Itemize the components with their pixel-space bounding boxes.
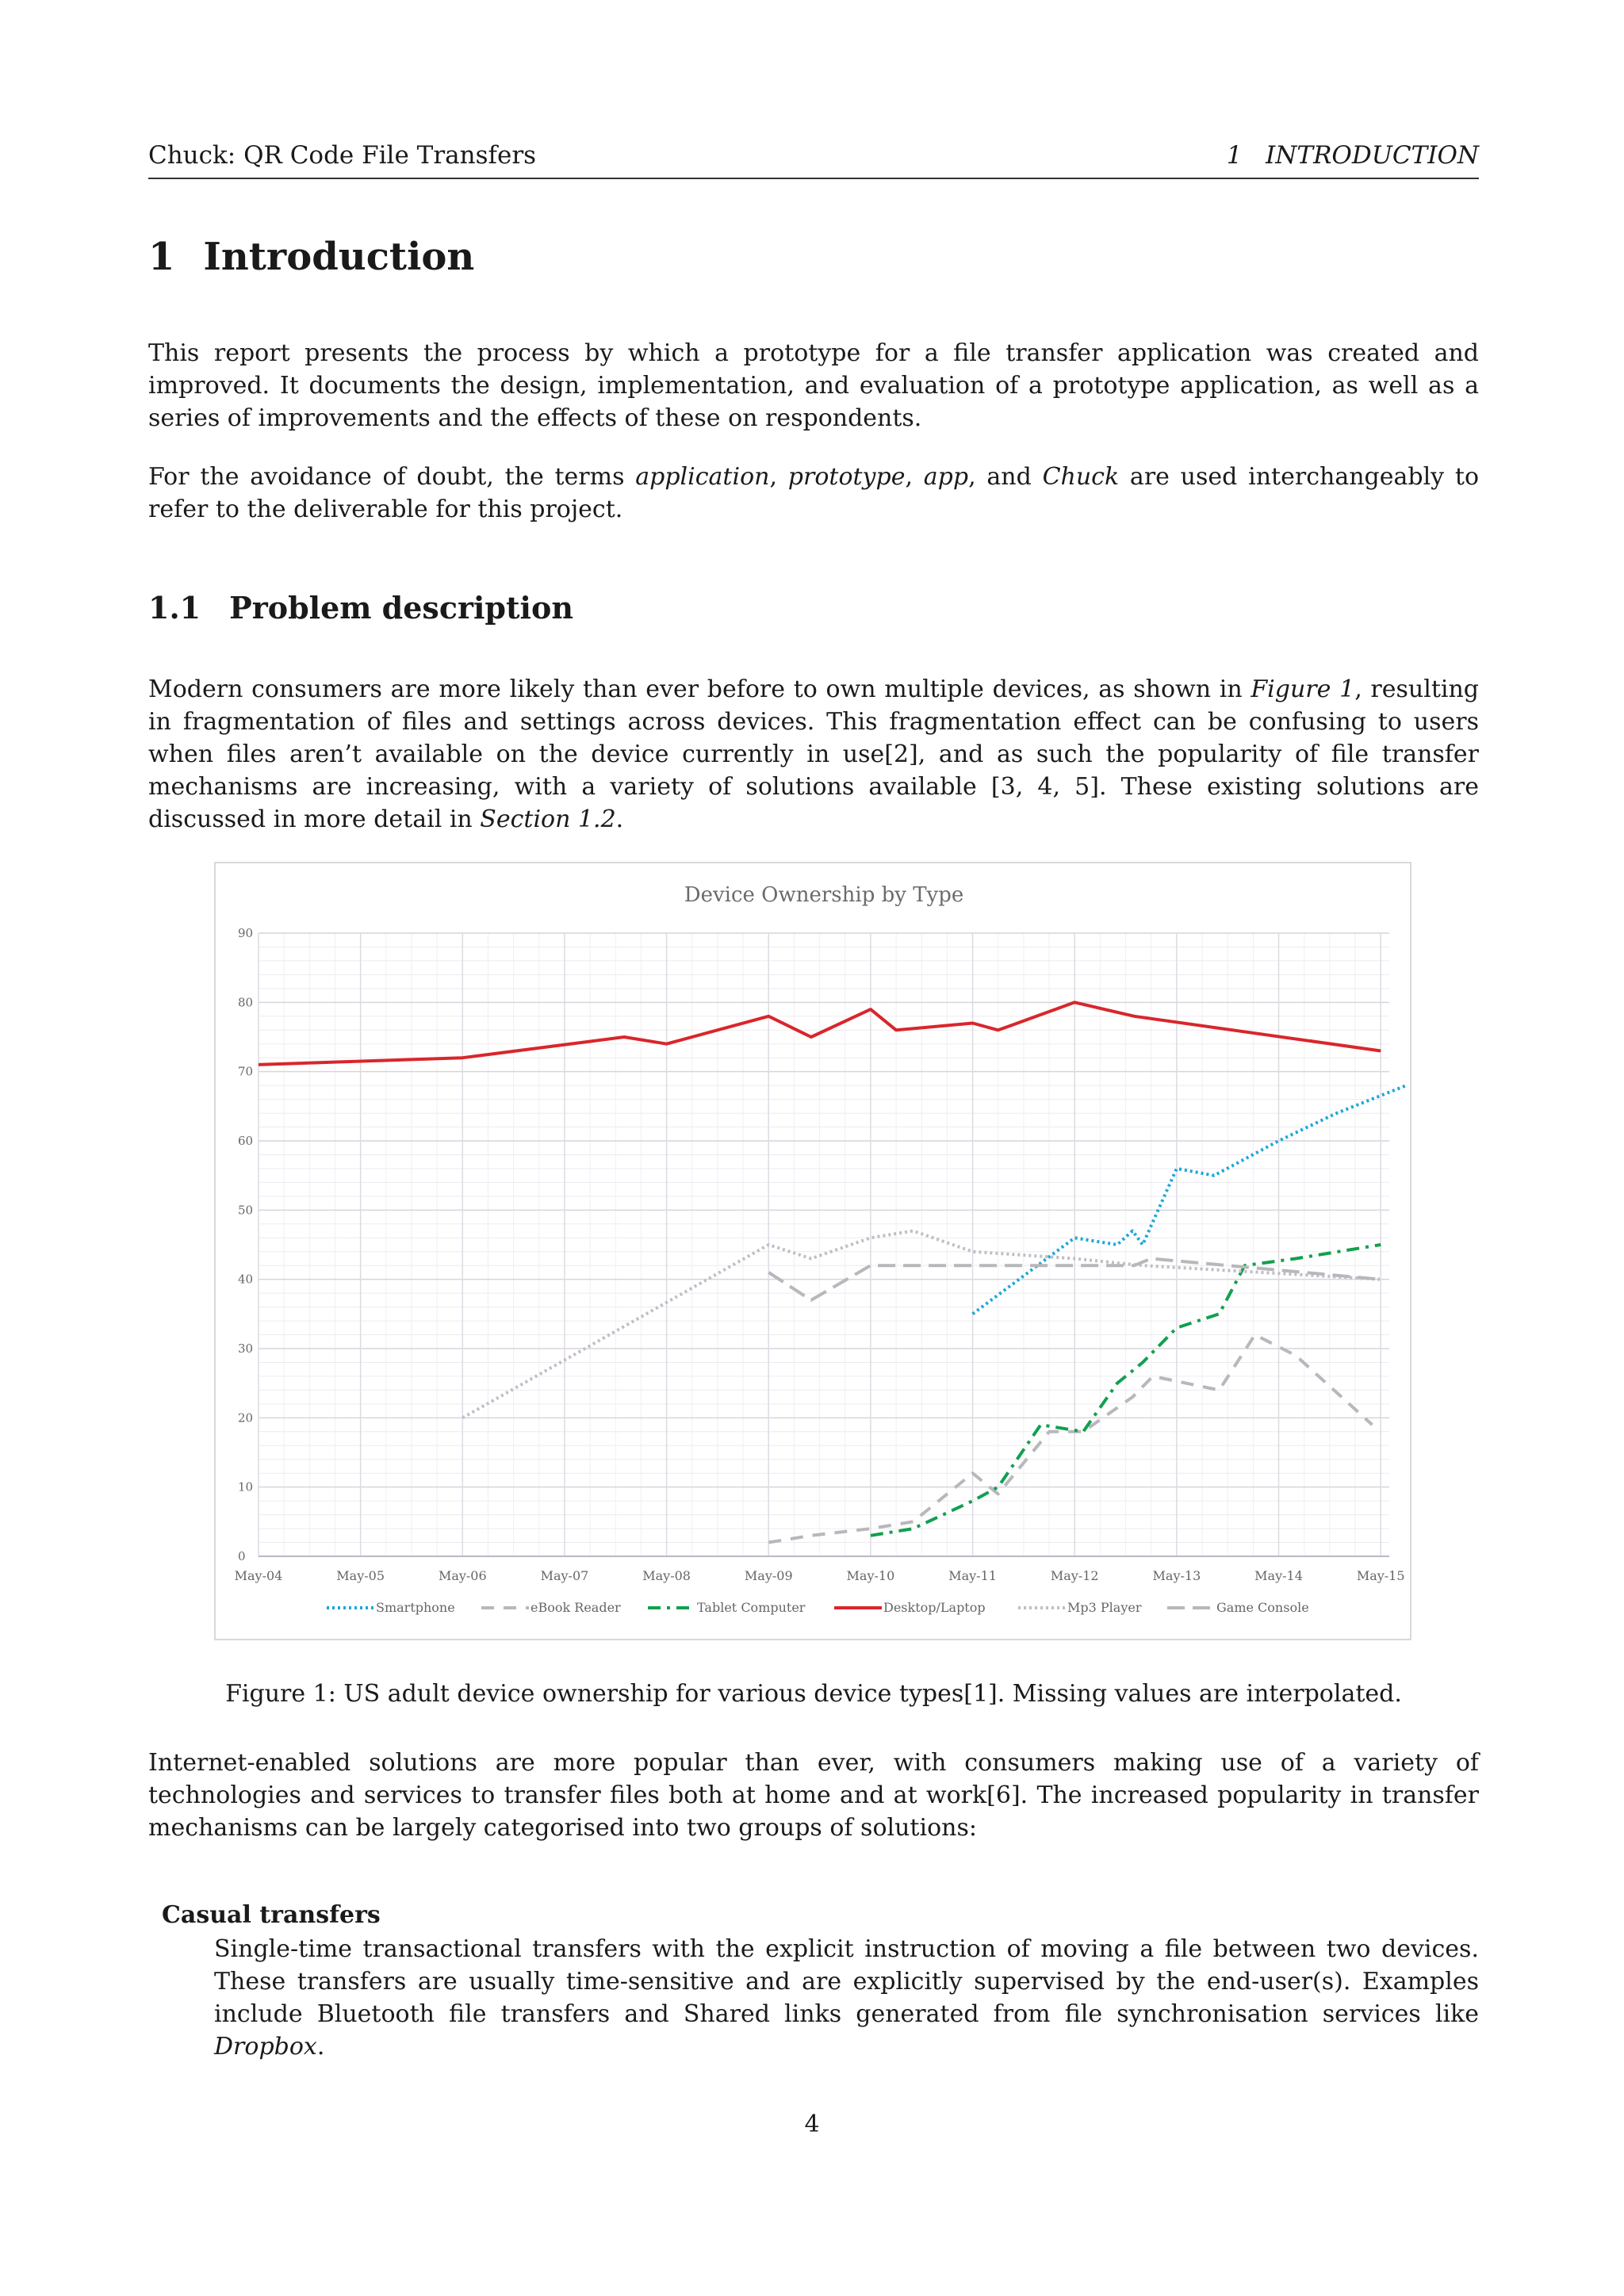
legend-label: Desktop/Laptop bbox=[883, 1600, 986, 1615]
definition-description bbox=[214, 1933, 1479, 2063]
x-tick-label: May-12 bbox=[1050, 1568, 1099, 1583]
section-number: 1 bbox=[148, 235, 175, 279]
y-tick-label: 20 bbox=[238, 1410, 254, 1425]
section-title: Introduction bbox=[203, 235, 475, 279]
running-header bbox=[148, 141, 1479, 179]
page-number: 4 bbox=[804, 2110, 820, 2138]
figure-caption: Figure 1: US adult device ownership for various device types[1]. Missing values are interpolated. bbox=[225, 1680, 1402, 1708]
text-run: . bbox=[615, 806, 624, 833]
text-run: . bbox=[316, 2033, 325, 2061]
legend-label: Smartphone bbox=[376, 1600, 455, 1615]
text-run: Single-time transactional transfers with the explicit instruction of moving a file between two devices. These transfers are usually time-sensitive and are explicitly supervised by the end-user(s). Examples include Bluetooth file transfers and Shared links generated from file synchronisation services like bbox=[214, 1935, 1479, 2028]
y-tick-label: 60 bbox=[238, 1134, 254, 1148]
text-run: , resulting in fragmentation of files and settings across devices. This fragmentation effect can be confusing to users when files aren’t available on the device currently in use[2], and as such the popularity of file transfer mechanisms are increasing, with a variety of solutions available [3, 4, 5]. These existing solutions are discussed in more detail in bbox=[148, 675, 1480, 833]
legend-label: Game Console bbox=[1216, 1600, 1309, 1615]
y-tick-label: 80 bbox=[238, 995, 254, 1010]
term-dropbox: Dropbox bbox=[214, 2033, 317, 2061]
figure-1 bbox=[214, 862, 1411, 1640]
text-run: Modern consumers are more likely than ever before to own multiple devices, as shown in bbox=[148, 675, 1251, 703]
y-tick-label: 90 bbox=[238, 926, 254, 940]
term-app: app bbox=[923, 463, 969, 491]
text-run: For the avoidance of doubt, the terms bbox=[148, 463, 636, 491]
legend-label: Tablet Computer bbox=[697, 1600, 806, 1615]
term-chuck: Chuck bbox=[1042, 463, 1120, 491]
x-tick-label: May-11 bbox=[948, 1568, 997, 1583]
x-tick-label: May-08 bbox=[642, 1568, 691, 1583]
x-tick-label: May-07 bbox=[540, 1568, 589, 1583]
intro-paragraph-2 bbox=[148, 461, 1479, 526]
section-1-2-link[interactable]: Section 1.2 bbox=[480, 806, 616, 833]
term-application: application bbox=[635, 463, 770, 491]
y-tick-label: 70 bbox=[238, 1064, 254, 1079]
device-ownership-chart bbox=[216, 863, 1410, 1639]
y-tick-label: 30 bbox=[238, 1341, 254, 1356]
definition-term: Casual transfers bbox=[162, 1901, 381, 1929]
legend-label: eBook Reader bbox=[530, 1600, 621, 1615]
x-tick-label: May-15 bbox=[1356, 1568, 1405, 1583]
text-run: , bbox=[769, 463, 788, 491]
subsection-number: 1.1 bbox=[148, 590, 201, 626]
series-line-ebook-reader bbox=[768, 1335, 1372, 1543]
subsection-heading bbox=[148, 590, 573, 626]
x-tick-label: May-04 bbox=[234, 1568, 283, 1583]
problem-paragraph-2: Internet-enabled solutions are more popular than ever, with consumers making use of a variety of technologies and services to transfer files both at home and at work[6]. The increased popularity in transfer mechanisms can be largely categorised into two groups of solutions: bbox=[148, 1749, 1479, 1842]
x-tick-label: May-14 bbox=[1254, 1568, 1303, 1583]
text-run: are used interchangeably to refer to the deliverable for this project. bbox=[148, 463, 1480, 523]
section-heading bbox=[148, 235, 474, 279]
y-tick-label: 50 bbox=[238, 1203, 254, 1218]
x-tick-label: May-09 bbox=[744, 1568, 793, 1583]
subsection-title: Problem description bbox=[229, 590, 573, 626]
figure-1-link[interactable]: Figure 1 bbox=[1251, 675, 1355, 703]
header-section: 1 INTRODUCTION bbox=[1226, 141, 1479, 170]
y-tick-label: 40 bbox=[238, 1272, 254, 1287]
legend-label: Mp3 Player bbox=[1067, 1600, 1142, 1615]
x-tick-label: May-05 bbox=[336, 1568, 385, 1583]
y-tick-label: 0 bbox=[238, 1549, 246, 1563]
chart-title: Device Ownership by Type bbox=[684, 883, 964, 907]
problem-paragraph-1 bbox=[148, 673, 1479, 836]
x-tick-label: May-10 bbox=[846, 1568, 895, 1583]
y-tick-label: 10 bbox=[238, 1479, 254, 1494]
term-prototype: prototype bbox=[787, 463, 906, 491]
x-tick-label: May-13 bbox=[1152, 1568, 1201, 1583]
text-run: , and bbox=[968, 463, 1043, 491]
x-tick-label: May-06 bbox=[438, 1568, 487, 1583]
intro-paragraph-1: This report presents the process by which a prototype for a file transfer application was created and improved. It documents the design, implementation, and evaluation of a prototype application, as well as a series of improvements and the effects of these on respondents. bbox=[148, 339, 1479, 432]
header-title: Chuck: QR Code File Transfers bbox=[148, 141, 537, 170]
text-run: , bbox=[905, 463, 924, 491]
